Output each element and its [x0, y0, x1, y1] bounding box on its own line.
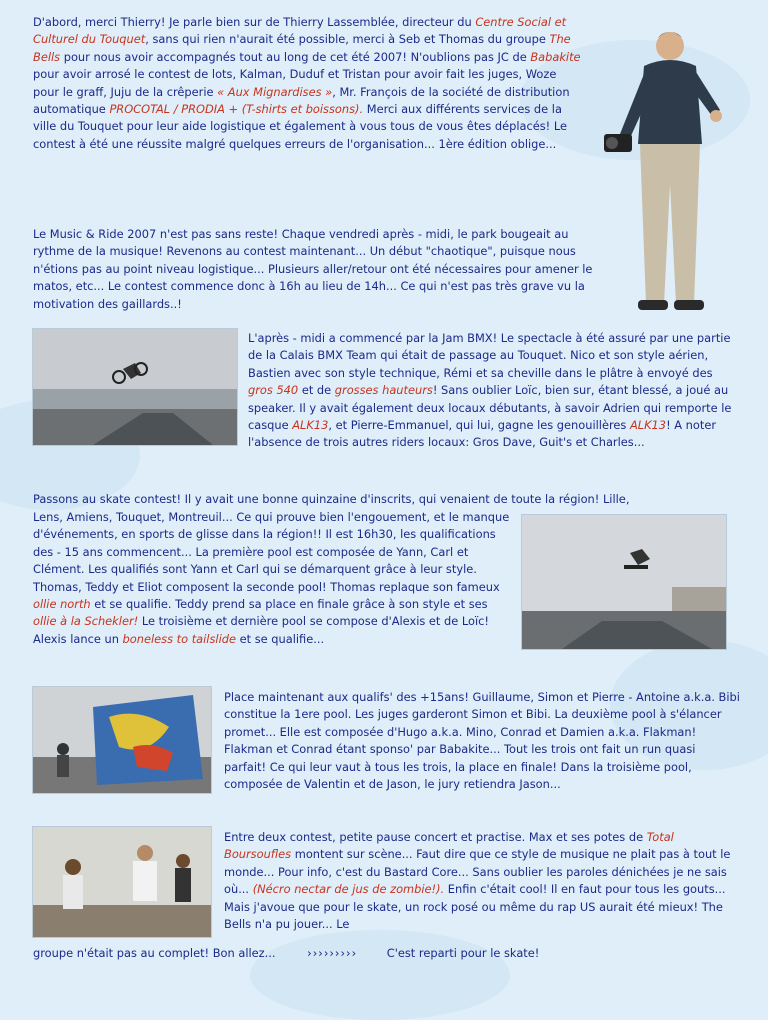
bmx-jump-illustration	[33, 329, 237, 445]
concert-last-line	[33, 945, 743, 962]
photo-graffiti-wall	[32, 686, 212, 794]
the-bells-name: The Bells	[33, 32, 571, 64]
photo-director	[598, 24, 738, 324]
concert-text: C'est reparti pour le skate!	[386, 946, 540, 960]
plus15-text: Place maintenant aux qualifs' des +15ans! Guillaume, Simon et Pierre - Antoine a.k.a. Bibi constitue la 1ere pool. Les juges garderont Simon et Bibi. La deuxième pool à s'élancer promet... Elle est composée d'Hugo a.k.a. Mino, Conrad et Damien a.k.a. Flakman! Flakman et Conrad étant sponso' par Babakite... Tout les trois ont fait un run quasi parfait! Ce qui leur vaut à tous les trois, la place en finale! Dans la troisième pool, composée de Valentin et de Jason, le jury retiendra Jason...	[224, 690, 740, 792]
photo-skate-air	[521, 514, 727, 650]
concert-text: montent sur scène... Faut dire que ce style de musique ne plait pas à tout le monde... Pour info, c'est du Bastard Core... Sans oublier les paroles dénichées je ne sais où...	[224, 847, 731, 897]
bmx-text: et de	[301, 383, 332, 398]
concert-text: Enfin c'était cool! Il en faut pour tous les gouts... Mais j'avoue que pour le skate, un rock posé ou même du rap US aurait été mieux! The Bells n'a pu jouer... Le	[224, 882, 726, 932]
creperie-name: « Aux Mignardises »	[217, 84, 333, 99]
thanks-text: Merci aux différents services de la ville du Touquet pour leur aide logistique et également à vous tous de vous êtes déplacés! Le contest à été une réussite malgré quelques erreurs de l'organisation... 1ère édition oblige...	[33, 102, 568, 151]
thanks-text: D'abord, merci Thierry! Je parle bien sur de Thierry Lassemblée, directeur du	[33, 15, 472, 29]
procotal-name: PROCOTAL / PRODIA + (T-shirts et boissons).	[109, 102, 364, 117]
skate-contest-paragraph	[33, 509, 513, 648]
thanks-text: , Mr. François de la société de distribution automatique	[33, 84, 570, 117]
skate-text: et se qualifie. Teddy prend sa place en finale grâce à son style et ses	[94, 597, 488, 612]
concert-illustration	[33, 827, 211, 937]
centre-social-name: Centre Social et Culturel du Touquet	[33, 15, 567, 47]
trick-name: gros 540	[248, 383, 299, 398]
bmx-jam-paragraph	[248, 330, 736, 452]
skate-air-illustration	[522, 515, 726, 649]
skate-text: Lens, Amiens, Touquet, Montreuil... Ce qui prouve bien l'engouement, et le manque d'événements, en sports de glisse dans la région!! Il est 16h30, les qualifications des - 15 ans commencent... La première pool est composée de Yann, Carl et Clément. Les qualifiés sont Yann et Carl qui se démarquent grâce à leur style. Thomas, Teddy et Eliot composent la seconde pool! Thomas replaque son fameux	[33, 510, 510, 594]
concert-text: Entre deux contest, petite pause concert et practise. Max et ses potes de	[224, 830, 644, 844]
concert-paragraph	[224, 829, 740, 933]
bmx-text: , et Pierre-Emmanuel, qui lui, gagne les genouillères	[328, 418, 627, 433]
trick-name: grosses hauteurs	[334, 383, 433, 398]
sponsor-name: ALK13	[629, 418, 667, 433]
skate-text: Passons au skate contest! Il y avait une bonne quinzaine d'inscrits, qui venaient de toute la région! Lille,	[33, 492, 630, 506]
bmx-text: ! Sans oublier Loïc, bien sur, étant blessé, a joué au speaker. Il y avait également deux locaux débutants, à savoir Adrien qui remporte le casque	[248, 383, 732, 433]
bmx-text: L'après - midi a commencé par la Jam BMX! Le spectacle à été assuré par une partie de la Calais BMX Team qui était de passage au Touquet. Nico et son style aérien, Bastien avec son style technique, Rémi et sa cheville dans le plâtre à envoyé des	[248, 331, 731, 380]
skate-contest-intro	[33, 491, 743, 508]
trick-name: ollie à la Schekler!	[33, 614, 139, 629]
trick-name: ollie north	[33, 597, 91, 612]
director-illustration	[598, 24, 738, 324]
bmx-text: ! A noter l'absence de trois autres riders locaux: Gros Dave, Guit's et Charles...	[248, 418, 717, 450]
lyrics-quote: (Nécro nectar de jus de zombie!).	[252, 882, 445, 897]
thanks-text: pour nous avoir accompagnés tout au long de cet été 2007! N'oublions pas JC de	[63, 49, 527, 64]
skate-text: Le troisième et dernière pool se compose d'Alexis et de Loïc! Alexis lance un	[33, 614, 489, 646]
band-name: Total Boursoufles	[224, 830, 674, 862]
babakite-name: Babakite	[530, 49, 581, 64]
concert-text: groupe n'était pas au complet! Bon allez...	[33, 946, 276, 960]
music-ride-text: Le Music & Ride 2007 n'est pas sans reste! Chaque vendredi après - midi, le park bougeait au rythme de la musique! Revenons au contest maintenant... Un début "chaotique", puisque nous n'étions pas au point niveau logistique... Plusieurs aller/retour ont été nécessaires pour amener le matos, etc... Le contest commence donc à 16h au lieu de 14h... Ce qui n'est pas très grave vu la motivation des gaillards..!	[33, 227, 593, 311]
graffiti-illustration	[33, 687, 211, 793]
background-cloud	[250, 930, 510, 1020]
plus15-paragraph	[224, 689, 740, 793]
music-ride-paragraph	[33, 226, 593, 313]
skate-text: et se qualifie...	[239, 631, 325, 646]
arrows-glyph: ›››››››››	[307, 946, 358, 960]
photo-bmx-jam	[32, 328, 238, 446]
sponsor-name: ALK13	[292, 418, 329, 433]
photo-concert	[32, 826, 212, 938]
trick-name: boneless to tailslide	[122, 631, 236, 646]
thanks-text: pour avoir arrosé le contest de lots, Kalman, Duduf et Tristan pour avoir fait les juges, Woze pour le graff, Juju de la crêperie	[33, 67, 557, 99]
thanks-text: , sans qui rien n'aurait été possible, merci à Seb et Thomas du groupe	[145, 32, 546, 47]
thanks-paragraph	[33, 14, 581, 153]
